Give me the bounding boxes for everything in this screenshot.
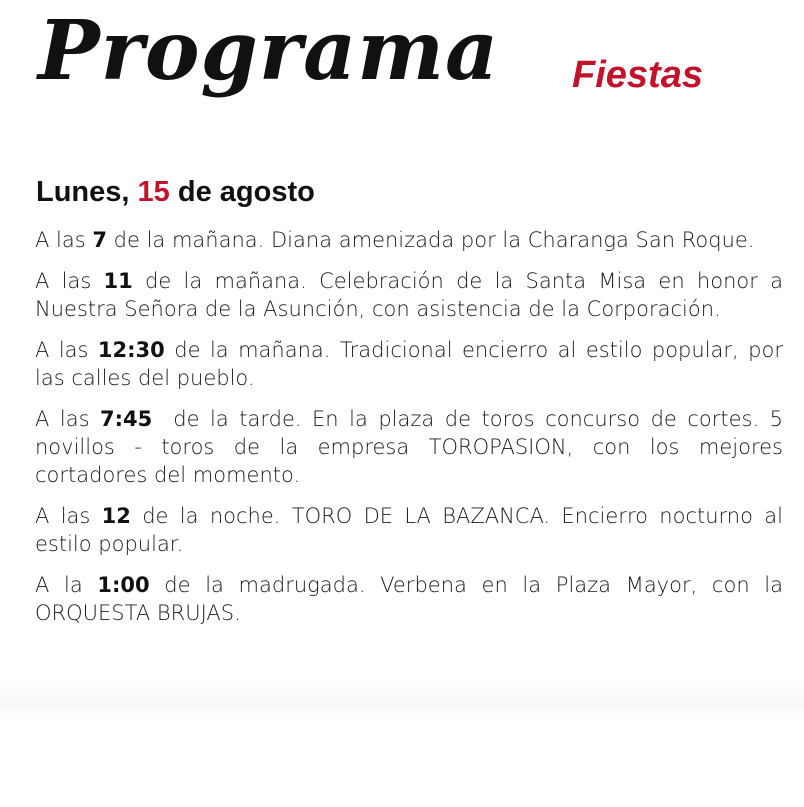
event-item [35,502,783,558]
event-item [35,226,783,254]
event-time: 7:45 [100,407,153,431]
event-time: 7 [92,228,107,252]
event-prefix: A las [35,407,101,431]
event-time: 11 [103,269,133,293]
day-number: 15 [137,176,170,208]
event-item [35,571,783,627]
event-item [35,405,790,489]
day-month: de agosto [177,176,315,208]
event-time: 12:30 [97,338,165,362]
event-item [35,267,783,323]
event-time: 1:00 [97,573,150,597]
event-text: de la noche. TORO DE LA BAZANCA. Encierro nocturno al estilo popular. [35,504,783,556]
page-title: Programa [38,3,500,99]
event-prefix: A las [35,269,104,293]
event-prefix: A las [35,504,102,528]
event-list [35,226,790,640]
event-text: de la madrugada. Verbena en la Plaza Mayor, con la ORQUESTA BRUJAS. [35,573,783,625]
header [30,0,800,150]
event-time: 12 [101,504,131,528]
bottom-fade [0,680,804,716]
event-prefix: A las [35,338,98,362]
event-prefix: A la [35,573,98,597]
event-item [35,336,783,392]
page-subtitle: Fiestas [572,54,703,96]
event-text: de la mañana. Celebración de la Santa Misa en honor a Nuestra Señora de la Asunción, con asistencia de la Corporación. [35,269,783,321]
event-text: de la mañana. Diana amenizada por la Charanga San Roque. [107,228,755,252]
event-text: de la tarde. En la plaza de toros concurso de cortes. 5 novillos - toros de la empresa TOROPASION, con los mejores cortadores del momento. [35,407,790,487]
day-weekday: Lunes, [36,176,130,208]
event-prefix: A las [35,228,93,252]
event-text: de la mañana. Tradicional encierro al estilo popular, por las calles del pueblo. [35,338,783,390]
day-heading [36,176,315,209]
